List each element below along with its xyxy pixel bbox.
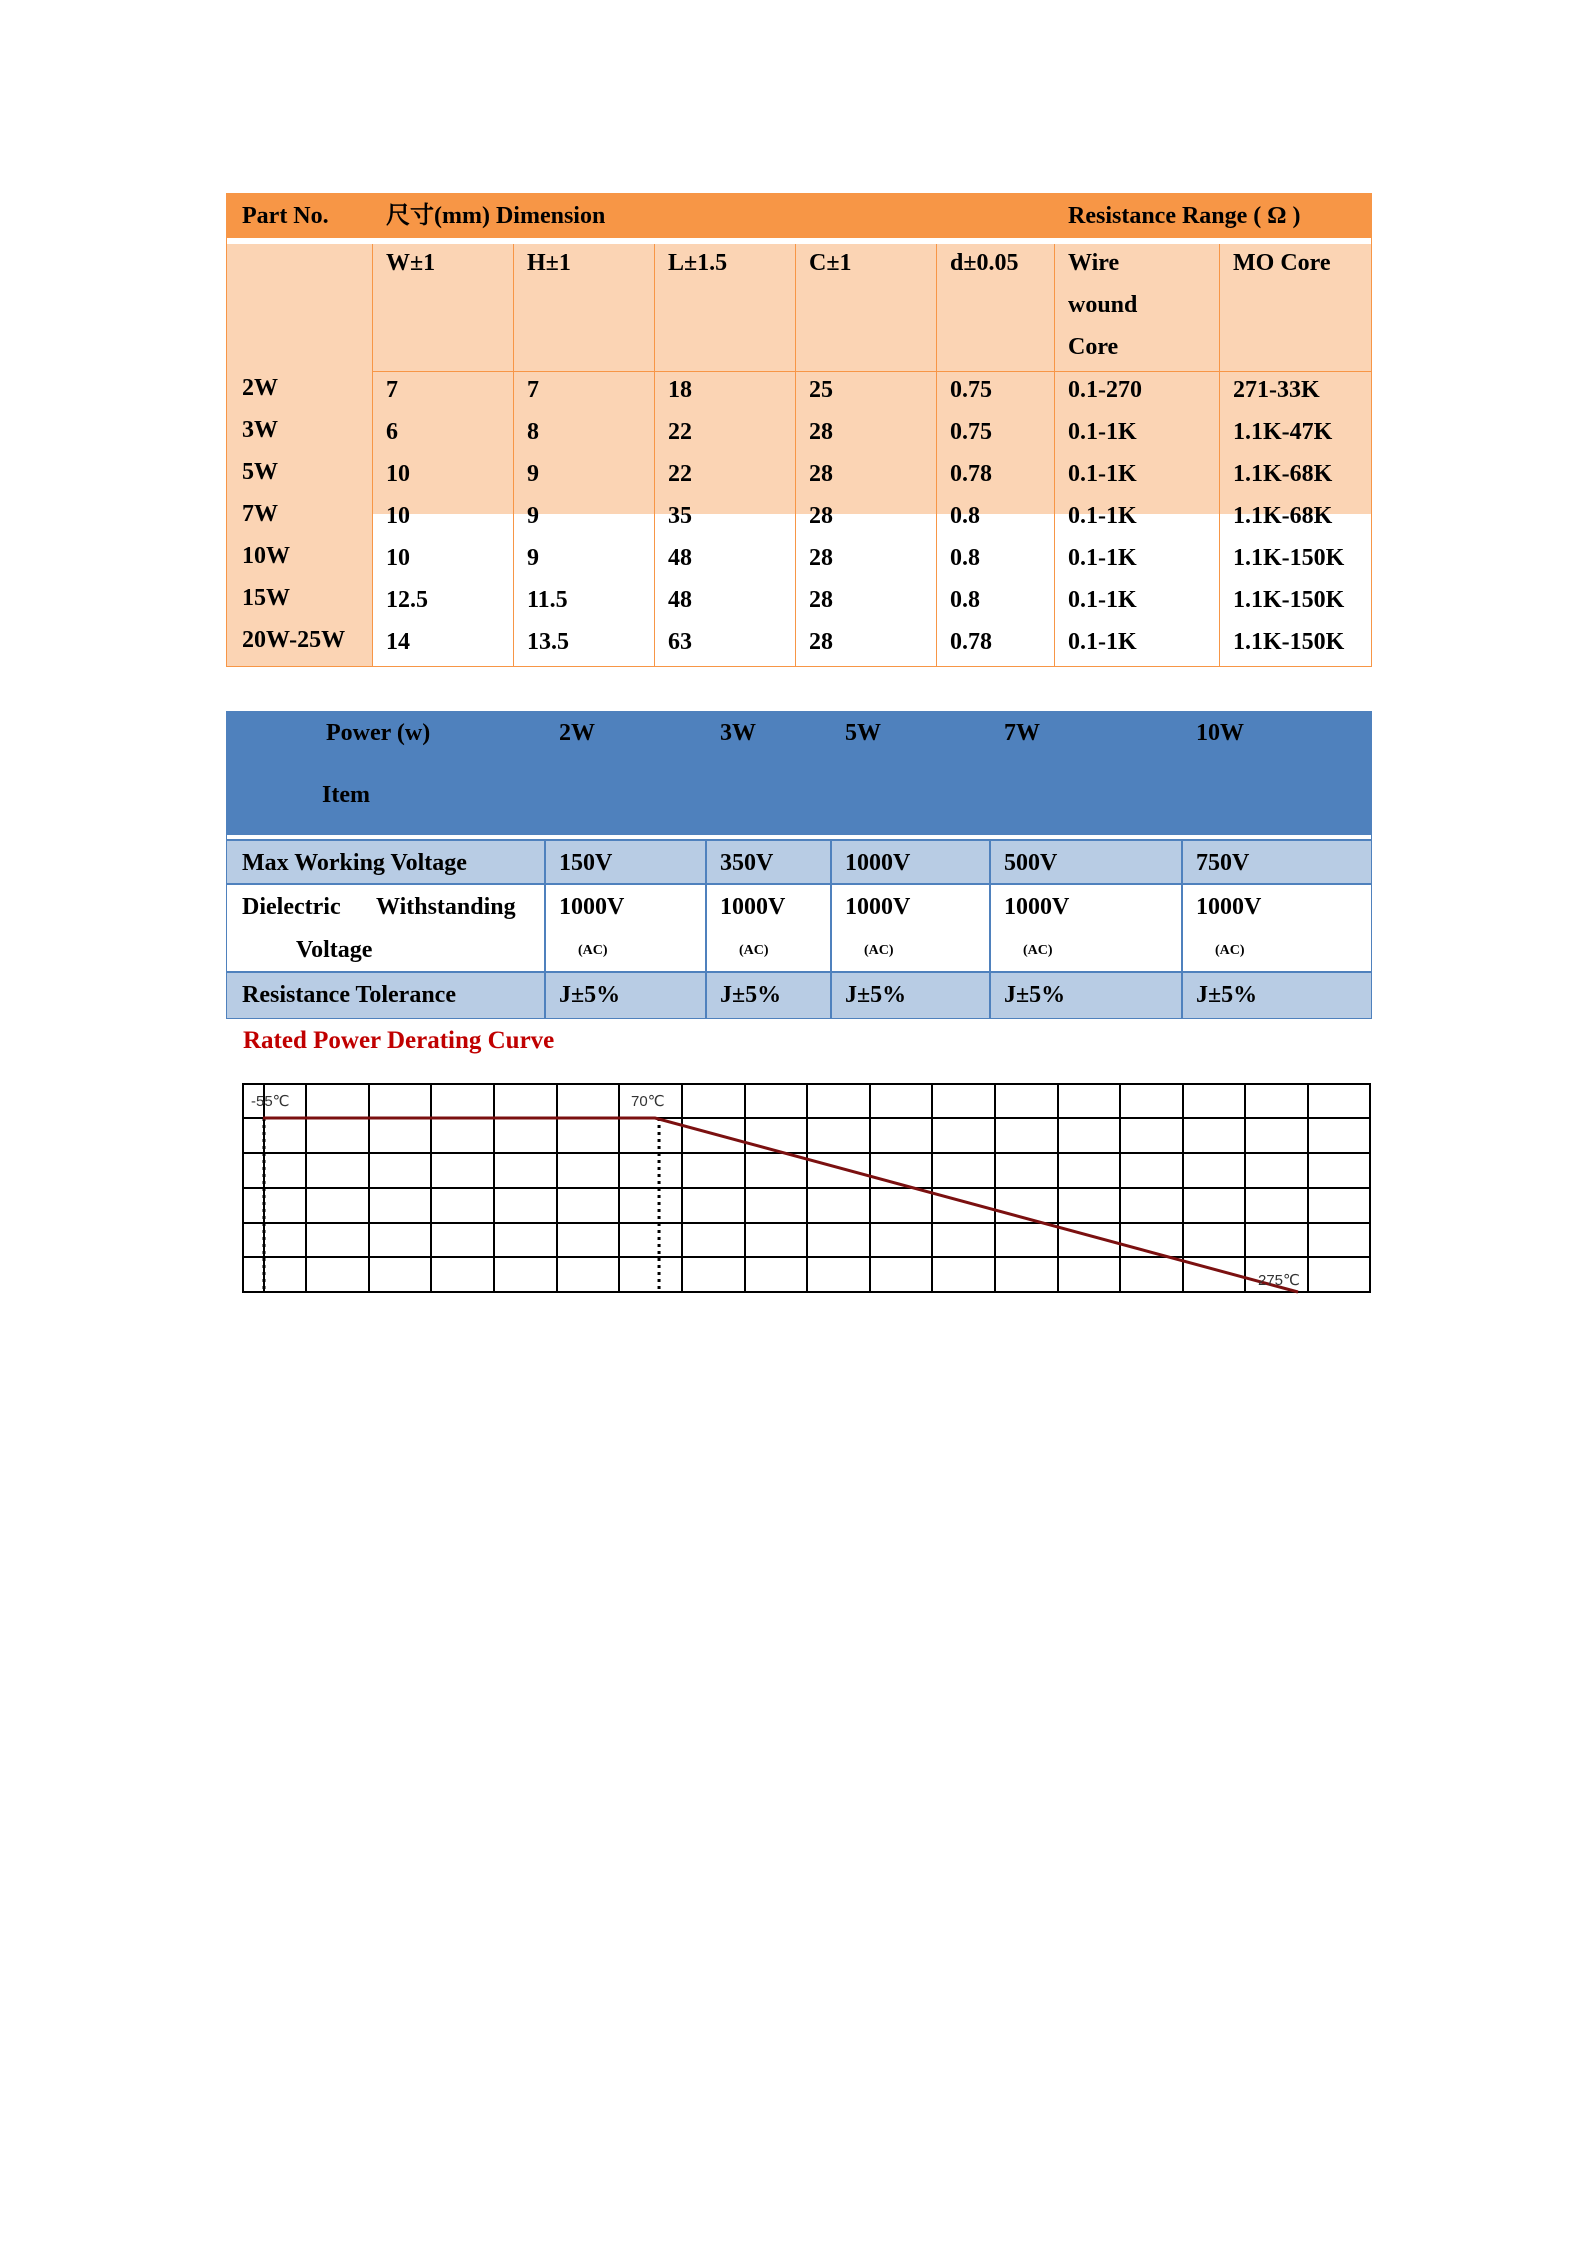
table-cell: 1.1K-68K: [1233, 503, 1333, 529]
table-cell: 11.5: [527, 587, 568, 613]
table-cell: 0.1-1K: [1068, 419, 1137, 445]
table-cell: 1000V: [720, 894, 786, 920]
dimension-header: 尺寸(mm) Dimension: [386, 203, 606, 229]
table-cell: 13.5: [527, 629, 569, 655]
table-cell: 0.1-1K: [1068, 545, 1137, 571]
table-cell: 1.1K-47K: [1233, 419, 1333, 445]
table-cell: 1.1K-150K: [1233, 629, 1345, 655]
table-cell: 500V: [1004, 850, 1058, 876]
table-cell: 12.5: [386, 587, 428, 613]
wire-wound-header-line1: Wire: [1068, 250, 1120, 276]
table-cell: 22: [668, 461, 692, 487]
w-header: W±1: [386, 250, 436, 276]
table-cell: 0.1-1K: [1068, 461, 1137, 487]
table-cell: 48: [668, 545, 692, 571]
table-cell: 28: [809, 503, 833, 529]
ac-note: (AC): [1023, 943, 1053, 958]
h-header: H±1: [527, 250, 571, 276]
table-cell: 28: [809, 587, 833, 613]
table-cell: 9: [527, 545, 539, 571]
derating-curve-line: [263, 1118, 1298, 1292]
row-label-part: Voltage: [296, 937, 373, 963]
table-cell: 0.1-1K: [1068, 587, 1137, 613]
table-cell: 9: [527, 461, 539, 487]
part-no-cell: 3W: [242, 417, 278, 443]
power-header: Power (w): [326, 720, 431, 746]
ac-note: (AC): [864, 943, 894, 958]
mo-core-header: MO Core: [1233, 250, 1331, 276]
item-header: Item: [322, 782, 370, 808]
table-cell: 63: [668, 629, 692, 655]
part-no-cell: 5W: [242, 459, 278, 485]
column-header-3w: 3W: [720, 720, 756, 746]
table-cell: 9: [527, 503, 539, 529]
table-cell: 7: [386, 377, 398, 403]
ac-note: (AC): [578, 943, 608, 958]
table-cell: 1.1K-150K: [1233, 545, 1345, 571]
table-cell: J±5%: [720, 982, 782, 1008]
table-cell: J±5%: [845, 982, 907, 1008]
wire-wound-header-line2: wound: [1068, 292, 1138, 318]
table-cell: 0.75: [950, 419, 992, 445]
part-no-cell: 15W: [242, 585, 290, 611]
column-header-2w: 2W: [559, 720, 595, 746]
part-no-header: Part No.: [242, 203, 329, 229]
table-cell: 28: [809, 545, 833, 571]
table-cell: 35: [668, 503, 692, 529]
table-cell: 0.8: [950, 503, 980, 529]
table-cell: 0.78: [950, 629, 992, 655]
table-cell: 25: [809, 377, 833, 403]
table-cell: 28: [809, 419, 833, 445]
table-cell: 18: [668, 377, 692, 403]
table-cell: 0.75: [950, 377, 992, 403]
table-cell: 0.8: [950, 545, 980, 571]
table-cell: 0.78: [950, 461, 992, 487]
table-cell: 1.1K-68K: [1233, 461, 1333, 487]
part-no-cell: 7W: [242, 501, 278, 527]
table-cell: 150V: [559, 850, 613, 876]
row-label: Resistance Tolerance: [242, 982, 456, 1008]
table-cell: 1000V: [845, 850, 911, 876]
table-cell: 28: [809, 461, 833, 487]
annotation-70c: 70℃: [631, 1093, 665, 1110]
row-label: Max Working Voltage: [242, 850, 467, 876]
annotation-275c: 275℃: [1258, 1272, 1300, 1289]
table-cell: 1000V: [1196, 894, 1262, 920]
table-cell: J±5%: [559, 982, 621, 1008]
table-cell: 0.1-1K: [1068, 503, 1137, 529]
chart-dashed-markers: [264, 1118, 659, 1292]
table-cell: J±5%: [1196, 982, 1258, 1008]
table-cell: 28: [809, 629, 833, 655]
column-header-10w: 10W: [1196, 720, 1244, 746]
table-cell: 0.8: [950, 587, 980, 613]
table-cell: 1000V: [1004, 894, 1070, 920]
resistance-range-header: Resistance Range ( Ω ): [1068, 203, 1301, 229]
wire-wound-header-line3: Core: [1068, 334, 1119, 360]
table-cell: 750V: [1196, 850, 1250, 876]
row-label-part: Withstanding: [376, 894, 516, 920]
chart-grid: [243, 1084, 1370, 1292]
ac-note: (AC): [739, 943, 769, 958]
table-cell: 8: [527, 419, 539, 445]
table-cell: 10: [386, 503, 410, 529]
table-cell: 7: [527, 377, 539, 403]
part-no-cell: 10W: [242, 543, 290, 569]
table-cell: 350V: [720, 850, 774, 876]
part-no-cell: 2W: [242, 375, 278, 401]
ac-note: (AC): [1215, 943, 1245, 958]
table-cell: 0.1-1K: [1068, 629, 1137, 655]
table-cell: 22: [668, 419, 692, 445]
table-cell: 6: [386, 419, 398, 445]
table-cell: 10: [386, 461, 410, 487]
row-label-part: Dielectric: [242, 894, 341, 920]
table-cell: 48: [668, 587, 692, 613]
d-header: d±0.05: [950, 250, 1019, 276]
table-cell: J±5%: [1004, 982, 1066, 1008]
column-header-7w: 7W: [1004, 720, 1040, 746]
table-cell: 14: [386, 629, 410, 655]
table-cell: 0.1-270: [1068, 377, 1142, 403]
c-header: C±1: [809, 250, 852, 276]
column-header-5w: 5W: [845, 720, 881, 746]
annotation-minus-55c: -55℃: [251, 1093, 290, 1110]
part-no-cell: 20W-25W: [242, 627, 346, 653]
table-cell: 10: [386, 545, 410, 571]
l-header: L±1.5: [668, 250, 728, 276]
table-cell: 1000V: [559, 894, 625, 920]
table-cell: 1.1K-150K: [1233, 587, 1345, 613]
table-cell: 271-33K: [1233, 377, 1320, 403]
table-cell: 1000V: [845, 894, 911, 920]
derating-curve-title: Rated Power Derating Curve: [243, 1027, 555, 1054]
